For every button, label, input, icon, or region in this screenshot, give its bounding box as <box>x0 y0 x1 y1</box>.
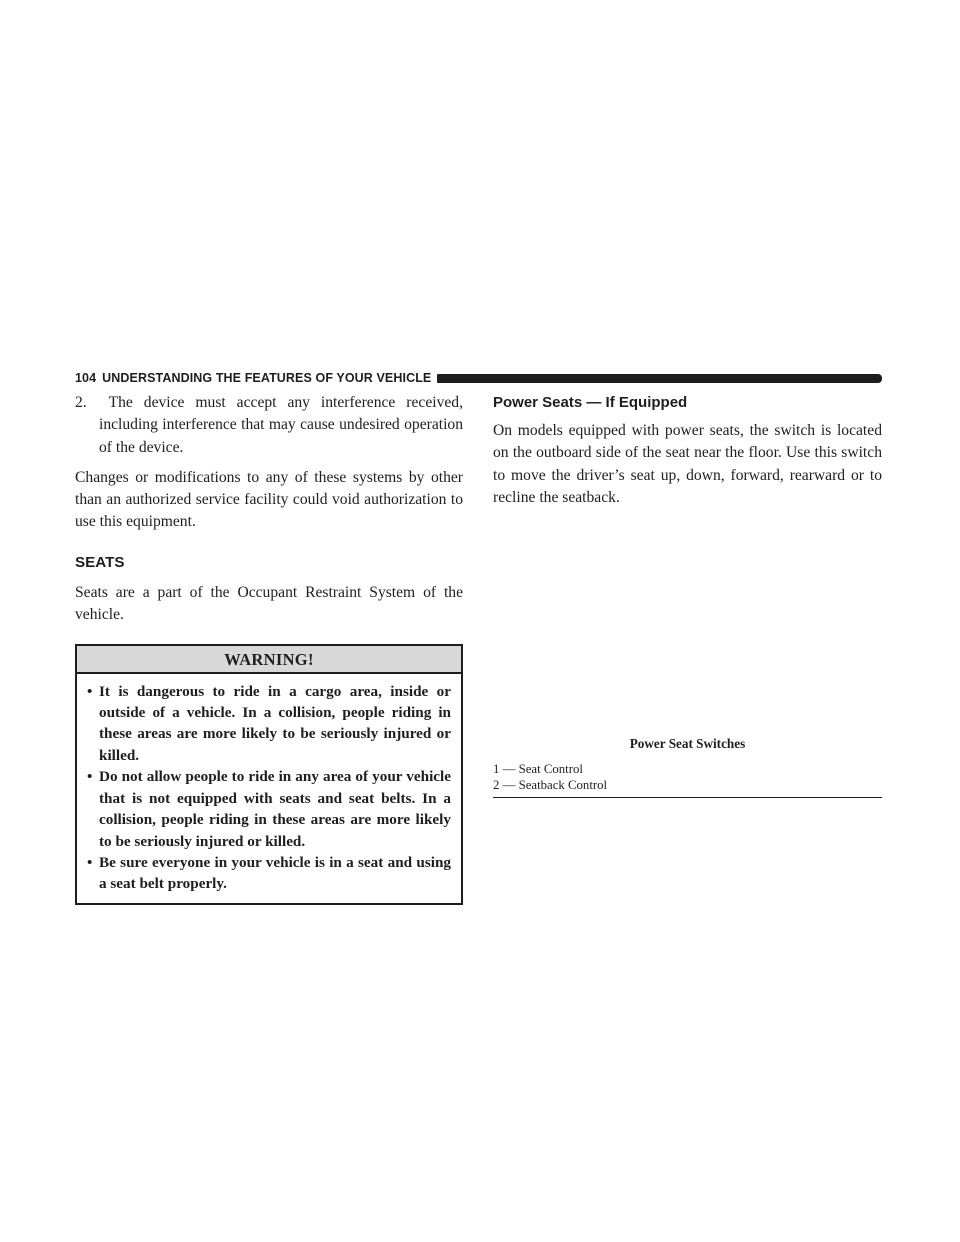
bullet-icon: • <box>87 768 93 786</box>
seats-paragraph: Seats are a part of the Occupant Restraint System of the vehicle. <box>75 584 463 624</box>
changes-paragraph: Changes or modifications to any of these systems by other than an authorized service facility could void authorization to use this equipment. <box>75 468 463 531</box>
list-item-2 <box>75 392 463 459</box>
list-item-number: 2. <box>75 394 87 411</box>
power-seats-paragraph: On models equipped with power seats, the switch is located on the outboard side of the seat near the floor. Use this switch to move the driver’s seat up, down, forward, rearward or to recline the seatback. <box>493 422 882 506</box>
power-seats-heading: Power Seats — If Equipped <box>493 394 688 411</box>
warning-item <box>87 766 451 852</box>
warning-item <box>87 852 451 895</box>
page-number: 104 <box>75 371 97 385</box>
warning-item-text: It is dangerous to ride in a cargo area, inside or outside of a vehicle. In a collision, people riding in these areas are more likely to be seriously injured or killed. <box>99 682 451 764</box>
warning-title: WARNING! <box>77 646 461 674</box>
list-item-text: The device must accept any interference received, including interference that may cause undesired operation of the device. <box>99 394 463 456</box>
warning-body <box>77 674 461 903</box>
warning-box <box>75 644 463 905</box>
figure-image-placeholder <box>493 535 882 735</box>
left-column <box>75 392 463 905</box>
figure-caption: Power Seat Switches <box>629 736 746 752</box>
seats-heading: SEATS <box>75 553 125 571</box>
bullet-icon: • <box>87 853 93 871</box>
page-header <box>75 370 882 386</box>
header-rule <box>437 374 882 383</box>
header-text <box>75 371 437 385</box>
legend-item: 1 — Seat Control <box>493 762 583 777</box>
bullet-icon: • <box>87 682 93 700</box>
legend-item: 2 — Seatback Control <box>493 778 608 793</box>
warning-item <box>87 681 451 767</box>
warning-item-text: Do not allow people to ride in any area of your vehicle that is not equipped with seats and seat belts. In a collision, people riding in these areas are more likely to be seriously injured or killed. <box>99 768 451 850</box>
section-title-header: UNDERSTANDING THE FEATURES OF YOUR VEHICLE <box>102 371 432 385</box>
warning-item-text: Be sure everyone in your vehicle is in a seat and using a seat belt properly. <box>99 853 451 893</box>
figure-legend <box>493 761 882 798</box>
right-column <box>493 392 882 798</box>
